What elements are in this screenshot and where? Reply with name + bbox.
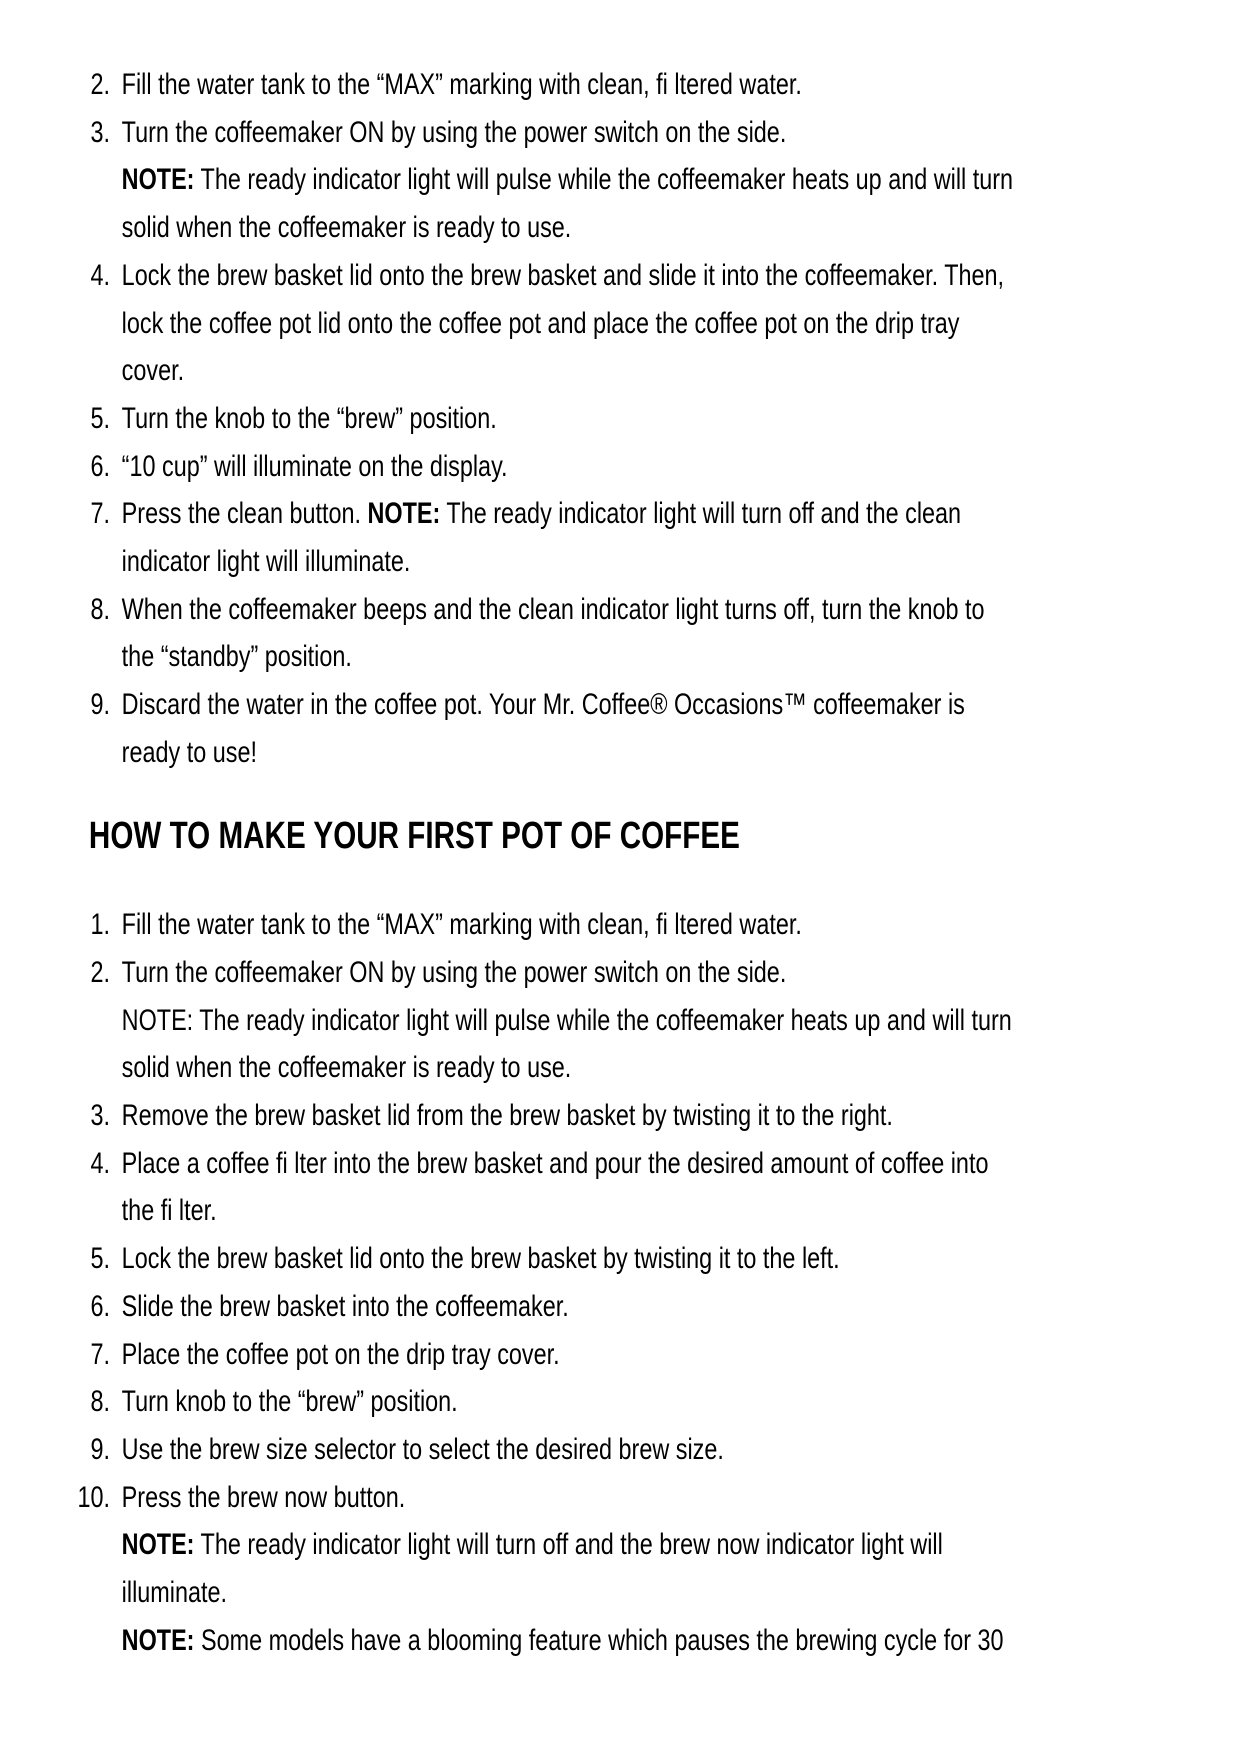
step-number: 7. — [90, 1337, 110, 1371]
note-label: NOTE: — [121, 1528, 195, 1562]
step-body — [122, 681, 1240, 776]
text-segment: Press the clean button. — [121, 497, 368, 531]
text-segment: Use the brew size selector to select the desired brew size. — [121, 1432, 724, 1466]
step-text-line — [122, 395, 1240, 443]
text-segment: cover. — [121, 354, 185, 388]
step-number: 3. — [90, 1099, 110, 1133]
step-body — [122, 252, 1240, 395]
step-item — [0, 681, 1240, 776]
text-segment: illuminate. — [121, 1576, 228, 1610]
text-segment: NOTE: The ready indicator light will pulse while the coffeemaker heats up and will turn — [121, 1003, 1012, 1037]
step-text-line — [122, 490, 1240, 538]
step-item — [0, 1474, 1240, 1665]
step-number: 8. — [90, 1385, 110, 1419]
step-number: 4. — [90, 258, 110, 292]
text-segment: The ready indicator light will pulse while the coffeemaker heats up and will turn — [194, 163, 1014, 197]
step-body — [122, 395, 1240, 443]
text-segment: Turn the coffeemaker ON by using the power switch on the side. — [121, 955, 787, 989]
text-segment: Turn the coffeemaker ON by using the power switch on the side. — [121, 115, 787, 149]
step-body — [122, 109, 1240, 252]
step-body — [122, 586, 1240, 681]
text-segment: Place a coffee fi lter into the brew basket and pour the desired amount of coffee into — [121, 1146, 989, 1180]
step-body — [122, 1474, 1240, 1665]
note-label: NOTE: — [121, 163, 195, 197]
step-body — [122, 1426, 1240, 1474]
text-segment: Slide the brew basket into the coffeemaker. — [121, 1289, 569, 1323]
step-text-line — [122, 1378, 1240, 1426]
step-text-line — [122, 347, 1240, 395]
step-body — [122, 1092, 1240, 1140]
step-text-line — [122, 538, 1240, 586]
step-text-line — [122, 633, 1240, 681]
step-item — [0, 901, 1240, 949]
text-segment: The ready indicator light will turn off and the brew now indicator light will — [194, 1528, 943, 1562]
step-number: 6. — [90, 1289, 110, 1323]
step-text-line — [122, 109, 1240, 157]
step-text-line — [122, 1187, 1240, 1235]
text-segment: Some models have a blooming feature which pauses the brewing cycle for 30 — [194, 1623, 1004, 1657]
step-number: 3. — [90, 115, 110, 149]
text-segment: solid when the coffeemaker is ready to use. — [121, 1051, 572, 1085]
step-text-line — [122, 1283, 1240, 1331]
step-number: 4. — [90, 1146, 110, 1180]
step-item — [0, 586, 1240, 681]
step-text-line — [122, 729, 1240, 777]
step-text-line — [122, 300, 1240, 348]
step-body — [122, 949, 1240, 1092]
step-text-line — [122, 1426, 1240, 1474]
first-pot-steps-list — [0, 901, 1240, 1664]
step-text-line — [122, 443, 1240, 491]
step-item — [0, 1331, 1240, 1379]
text-segment: Fill the water tank to the “MAX” marking with clean, fi ltered water. — [121, 908, 802, 942]
step-text-line — [122, 1474, 1240, 1522]
step-item — [0, 490, 1240, 585]
text-segment: Remove the brew basket lid from the brew basket by twisting it to the right. — [121, 1099, 893, 1133]
step-number: 2. — [90, 68, 110, 101]
step-item — [0, 1426, 1240, 1474]
step-text-line — [122, 1331, 1240, 1379]
note-label: NOTE: — [121, 1623, 195, 1657]
step-item — [0, 443, 1240, 491]
step-body — [122, 490, 1240, 585]
step-item — [0, 1235, 1240, 1283]
step-text-line — [122, 156, 1240, 204]
text-segment: Fill the water tank to the “MAX” marking with clean, fi ltered water. — [121, 68, 802, 101]
text-segment: the “standby” position. — [121, 640, 352, 674]
text-segment: lock the coffee pot lid onto the coffee pot and place the coffee pot on the drip tray — [121, 306, 960, 340]
text-segment: When the coffeemaker beeps and the clean indicator light turns off, turn the knob to — [121, 592, 985, 626]
step-body — [122, 1283, 1240, 1331]
step-text-line — [122, 1617, 1240, 1665]
step-item — [0, 949, 1240, 1092]
step-number: 7. — [90, 497, 110, 531]
step-item — [0, 109, 1240, 252]
step-body — [122, 1378, 1240, 1426]
step-text-line — [122, 1235, 1240, 1283]
section-heading: HOW TO MAKE YOUR FIRST POT OF COFFEE — [88, 814, 740, 857]
step-item — [0, 395, 1240, 443]
step-body — [122, 901, 1240, 949]
cleaning-steps-list — [0, 61, 1240, 777]
step-text-line — [122, 1521, 1240, 1569]
step-text-line — [122, 1092, 1240, 1140]
step-item — [0, 61, 1240, 109]
step-text-line — [122, 1569, 1240, 1617]
text-segment: solid when the coffeemaker is ready to use. — [121, 211, 572, 245]
step-number: 1. — [90, 908, 110, 942]
text-segment: Turn the knob to the “brew” position. — [121, 401, 497, 435]
step-text-line — [122, 61, 1240, 109]
text-segment: ready to use! — [121, 735, 257, 769]
step-item — [0, 1283, 1240, 1331]
step-item — [0, 1092, 1240, 1140]
step-number: 10. — [77, 1480, 110, 1514]
step-text-line — [122, 949, 1240, 997]
text-segment: “10 cup” will illuminate on the display. — [121, 449, 508, 483]
text-segment: The ready indicator light will turn off and the clean — [440, 497, 962, 531]
step-item — [0, 252, 1240, 395]
step-body — [122, 443, 1240, 491]
note-label: NOTE: — [367, 497, 441, 531]
step-text-line — [122, 901, 1240, 949]
step-number: 5. — [90, 1242, 110, 1276]
text-segment: Turn knob to the “brew” position. — [121, 1385, 458, 1419]
text-segment: Lock the brew basket lid onto the brew basket and slide it into the coffeemaker. Then, — [121, 258, 1005, 292]
text-segment: indicator light will illuminate. — [121, 545, 411, 579]
text-segment: Press the brew now button. — [121, 1480, 406, 1514]
step-text-line — [122, 1044, 1240, 1092]
step-body — [122, 61, 1240, 109]
step-number: 9. — [90, 688, 110, 722]
step-body — [122, 1140, 1240, 1235]
text-segment: the fi lter. — [121, 1194, 217, 1228]
step-text-line — [122, 586, 1240, 634]
step-text-line — [122, 204, 1240, 252]
text-segment: Place the coffee pot on the drip tray cover. — [121, 1337, 560, 1371]
step-text-line — [122, 681, 1240, 729]
step-number: 6. — [90, 449, 110, 483]
text-segment: Lock the brew basket lid onto the brew basket by twisting it to the left. — [121, 1242, 840, 1276]
step-text-line — [122, 997, 1240, 1045]
step-body — [122, 1235, 1240, 1283]
step-number: 2. — [90, 955, 110, 989]
step-number: 9. — [90, 1432, 110, 1466]
text-segment: Discard the water in the coffee pot. Your Mr. Coffee® Occasions™ coffeemaker is — [121, 688, 965, 722]
step-text-line — [122, 252, 1240, 300]
step-number: 8. — [90, 592, 110, 626]
step-text-line — [122, 1140, 1240, 1188]
step-item — [0, 1378, 1240, 1426]
step-number: 5. — [90, 401, 110, 435]
step-item — [0, 1140, 1240, 1235]
step-body — [122, 1331, 1240, 1379]
